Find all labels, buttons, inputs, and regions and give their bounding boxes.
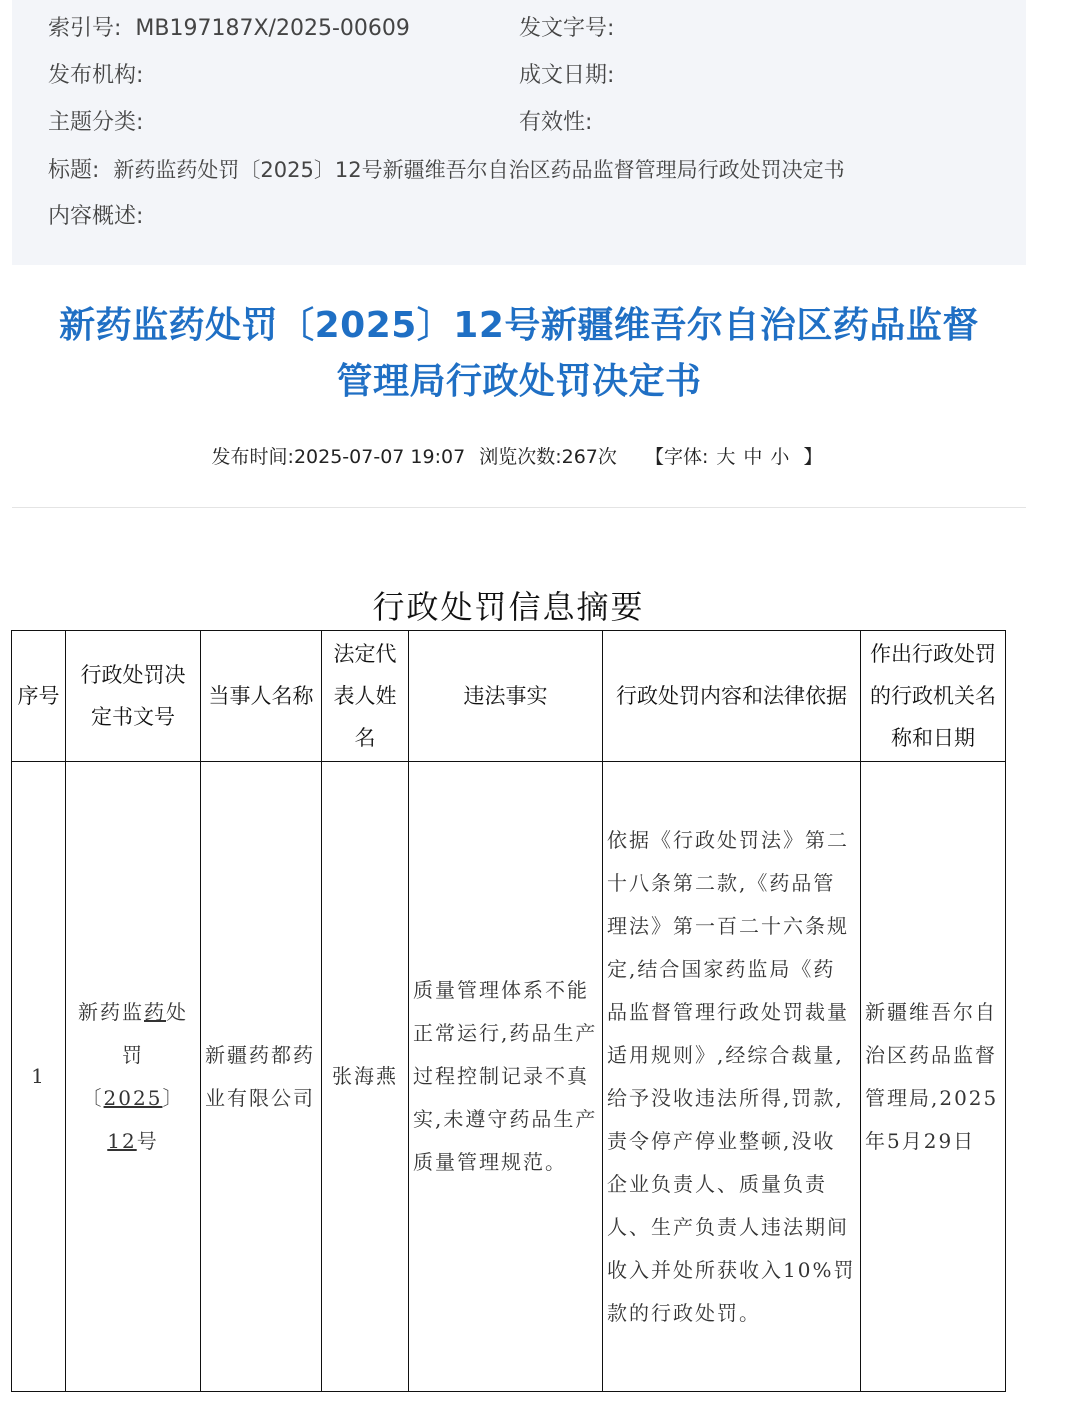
meta-publisher-label: 发布机构: — [48, 63, 144, 88]
meta-index-value: MB197187X/2025-00609 — [135, 16, 410, 41]
header-legal-rep: 法定代表人姓名 — [322, 631, 409, 762]
cell-seq: 1 — [12, 762, 66, 1392]
table-title: 行政处罚信息摘要 — [372, 588, 645, 626]
publish-info — [12, 442, 1026, 469]
meta-doc-no — [519, 14, 628, 44]
font-size-switcher — [641, 446, 827, 468]
meta-validity — [519, 108, 606, 138]
meta-index-label: 索引号: — [48, 16, 122, 41]
table-header-row — [12, 631, 1006, 762]
decision-no-part-b: 药 — [144, 999, 166, 1024]
publish-time: 发布时间:2025-07-07 19:07 — [211, 446, 466, 468]
header-party: 当事人名称 — [201, 631, 322, 762]
page-title-line-1: 新药监药处罚〔2025〕12号新疆维吾尔自治区药品监督 — [59, 305, 979, 346]
cell-facts: 质量管理体系不能正常运行,药品生产过程控制记录不真实,未遵守药品生产质量管理规范。 — [409, 762, 603, 1392]
meta-topic — [48, 108, 157, 138]
view-count: 浏览次数:267次 — [479, 446, 617, 468]
cell-decision-no — [66, 762, 201, 1392]
meta-summary-label: 内容概述: — [48, 204, 144, 229]
meta-topic-label: 主题分类: — [48, 110, 144, 135]
header-facts: 违法事实 — [409, 631, 603, 762]
meta-validity-label: 有效性: — [519, 110, 593, 135]
meta-publisher — [48, 61, 157, 91]
divider — [12, 507, 1026, 508]
header-authority: 作出行政处罚的行政机关名称和日期 — [861, 631, 1006, 762]
penalty-summary-table — [11, 630, 1006, 1392]
header-penalty: 行政处罚内容和法律依据 — [603, 631, 861, 762]
decision-no-part-g: 号 — [136, 1128, 159, 1153]
page-title-line-2: 管理局行政处罚决定书 — [336, 361, 702, 402]
cell-legal-rep: 张海燕 — [322, 762, 409, 1392]
meta-summary — [48, 202, 157, 232]
font-large-link[interactable]: 大 — [716, 446, 736, 468]
font-small-link[interactable]: 小 — [770, 446, 790, 468]
meta-doc-no-label: 发文字号: — [519, 16, 615, 41]
header-decision-no: 行政处罚决定书文号 — [66, 631, 201, 762]
font-medium-link[interactable]: 中 — [743, 446, 763, 468]
cell-penalty: 依据《行政处罚法》第二十八条第二款,《药品管理法》第一百二十六条规定,结合国家药监局《药品监督管理行政处罚裁量适用规则》,经综合裁量,给予没收违法所得,罚款,责令停产停业整顿,没收企业负责人、质量负责人、生产负责人违法期间收入并处所获收入10%罚款的行政处罚。 — [603, 762, 861, 1392]
meta-index — [48, 14, 410, 44]
page-title — [12, 298, 1026, 410]
cell-party: 新疆药都药业有限公司 — [201, 762, 322, 1392]
font-size-prefix: 【字体: — [644, 446, 709, 468]
decision-no-year: 2025 — [103, 1085, 163, 1110]
cell-authority: 新疆维吾尔自治区药品监督管理局,2025年5月29日 — [861, 762, 1006, 1392]
decision-no-part-a: 新药监 — [78, 999, 144, 1024]
decision-no-part-e: 〕 — [162, 1085, 185, 1110]
meta-title-value: 新药监药处罚〔2025〕12号新疆维吾尔自治区药品监督管理局行政处罚决定书 — [113, 158, 845, 182]
document-meta-panel — [12, 0, 1026, 265]
decision-no-number: 12 — [107, 1128, 137, 1153]
meta-date — [519, 61, 628, 91]
meta-date-label: 成文日期: — [519, 63, 615, 88]
meta-title — [48, 155, 845, 186]
meta-title-label: 标题: — [48, 158, 100, 183]
table-row — [12, 762, 1006, 1392]
header-seq: 序号 — [12, 631, 66, 762]
decision-no-part-c: 处罚〔 — [81, 999, 188, 1110]
font-size-suffix: 】 — [803, 446, 823, 468]
